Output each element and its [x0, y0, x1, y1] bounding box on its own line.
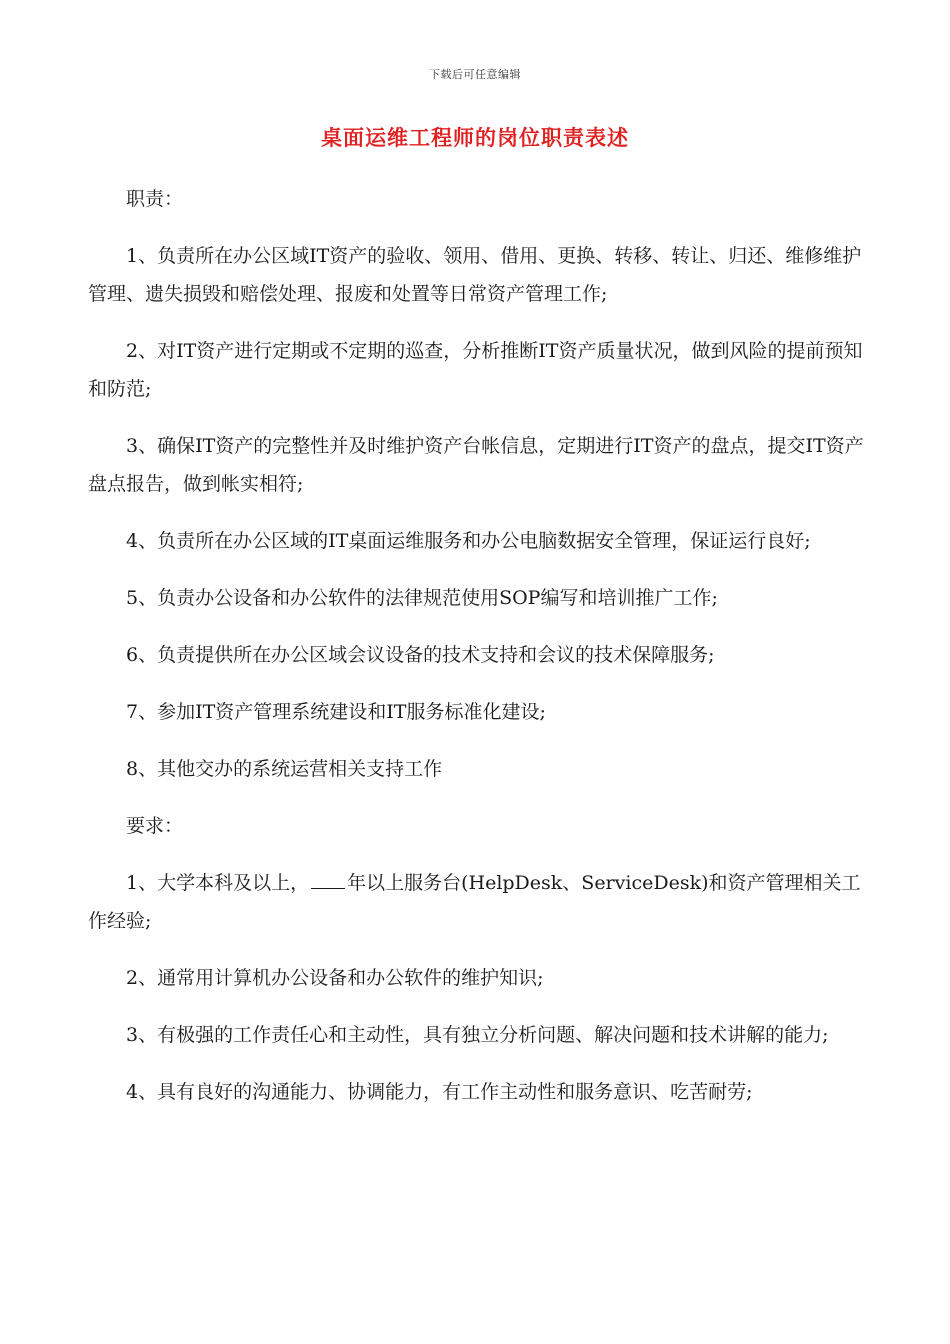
duty-item-6: 6、负责提供所在办公区域会议设备的技术支持和会议的技术保障服务;	[126, 644, 715, 666]
requirement-item-2: 2、通常用计算机办公设备和办公软件的维护知识;	[126, 967, 544, 989]
duties-label: 职责：	[126, 188, 184, 210]
duty-item-8: 8、其他交办的系统运营相关支持工作	[126, 758, 443, 780]
duty-item-5: 5、负责办公设备和办公软件的法律规范使用SOP编写和培训推广工作;	[126, 587, 718, 609]
requirement-item-4: 4、具有良好的沟通能力、协调能力，有工作主动性和服务意识、吃苦耐劳;	[126, 1081, 753, 1103]
requirement-item-1-prefix: 1、大学本科及以上，	[126, 872, 310, 894]
document-title: 桌面运维工程师的岗位职责表述	[321, 125, 629, 150]
duty-item-1: 1、负责所在办公区域IT资产的验收、领用、借用、更换、转移、转让、归还、维修维护管理、遗失损毁和赔偿处理、报废和处置等日常资产管理工作;	[88, 245, 862, 305]
duty-item-3: 3、确保IT资产的完整性并及时维护资产台帐信息，定期进行IT资产的盘点，提交IT资产盘点报告，做到帐实相符;	[88, 435, 864, 495]
requirement-item-1-suffix: 年以上服务台(HelpDesk、ServiceDesk)和资产管理相关工作经验;	[88, 872, 861, 932]
fill-in-blank	[311, 866, 345, 889]
duty-item-2: 2、对IT资产进行定期或不定期的巡查，分析推断IT资产质量状况，做到风险的提前预知和防范;	[88, 340, 863, 400]
requirements-label: 要求：	[126, 815, 184, 837]
document-body	[88, 180, 868, 1130]
duty-item-4: 4、负责所在办公区域的IT桌面运维服务和办公电脑数据安全管理，保证运行良好;	[126, 530, 811, 552]
duty-item-7: 7、参加IT资产管理系统建设和IT服务标准化建设;	[126, 701, 546, 723]
requirement-item-1	[88, 864, 868, 940]
header-note: 下载后可任意编辑	[429, 68, 521, 81]
requirement-item-3: 3、有极强的工作责任心和主动性，具有独立分析问题、解决问题和技术讲解的能力;	[126, 1024, 829, 1046]
